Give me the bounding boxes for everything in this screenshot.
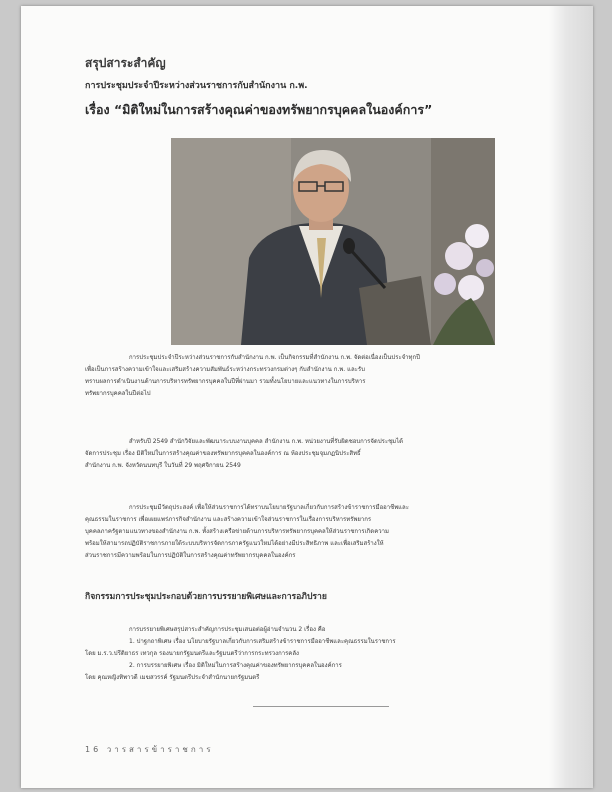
paragraph-line: 2. การบรรยายพิเศษ เรื่อง มิติใหม่ในการสร้างคุณค่าของทรัพยากรบุคคลในองค์การ: [129, 662, 342, 669]
speaker-photo: [171, 138, 495, 345]
meeting-subheading: การประชุมประจำปีระหว่างส่วนราชการกับสำนักงาน ก.พ.: [85, 81, 308, 91]
paragraph-objectives: [85, 502, 555, 562]
summary-heading: สรุปสาระสำคัญ: [85, 56, 166, 70]
paragraph-line: สำหรับปี 2549 สำนักวิจัยและพัฒนาระบบงานบุคคล สำนักงาน ก.พ. หน่วยงานที่รับผิดชอบการจัดประชุมได้: [129, 438, 404, 445]
page-footer: 16 วารสารข้าราชการ: [85, 745, 214, 754]
paragraph-line: บุคคลภาครัฐตามแนวทางของสำนักงาน ก.พ. ทั้งสร้างเครือข่ายด้านการบริหารทรัพยากรบุคคลให้ส่วนราชการเกิดความ: [85, 528, 389, 535]
paragraph-intro: [85, 352, 555, 400]
paragraph-line: สำนักงาน ก.พ. จังหวัดนนทบุรี ในวันที่ 29 พฤศจิกายน 2549: [85, 462, 241, 469]
document-page: [21, 6, 593, 788]
paragraph-line: โดย ม.ร.ว.ปรีดิยาธร เทวกุล รองนายกรัฐมนตรีและรัฐมนตรีว่าการกระทรวงการคลัง: [85, 650, 299, 657]
paragraph-line: การประชุมมีวัตถุประสงค์ เพื่อให้ส่วนราชการได้ทราบนโยบายรัฐบาลเกี่ยวกับการสร้างข้าราชการมืออาชีพและ: [129, 504, 409, 511]
paragraph-line: ทราบผลการดำเนินงานด้านการบริหารทรัพยากรบุคคลในปีที่ผ่านมา รวมทั้งนโยบายและแนวทางในการบริหาร: [85, 378, 366, 385]
activities-heading: กิจกรรมการประชุมประกอบด้วยการบรรยายพิเศษและการอภิปราย: [85, 592, 327, 602]
paragraph-line: โดย คุณหญิงทิพาวดี เมฆสวรรค์ รัฐมนตรีประจำสำนักนายกรัฐมนตรี: [85, 674, 260, 681]
paragraph-line: เพื่อเป็นการสร้างความเข้าใจและเสริมสร้างความสัมพันธ์ระหว่างกระทรวงกรมต่างๆ กับสำนักงาน ก.พ. และรับ: [85, 366, 365, 373]
paragraph-activities: [85, 624, 555, 684]
page-edge-shading: [549, 6, 593, 788]
paragraph-line: ส่วนราชการมีความพร้อมในการปฏิบัติในการสร้างคุณค่าทรัพยากรบุคคลในองค์กร: [85, 552, 296, 559]
paragraph-line: จัดการประชุม เรื่อง มิติใหม่ในการสร้างคุณค่าของทรัพยากรบุคคลในองค์การ ณ ห้องประชุมจุมภฏนิประสิทธิ์: [85, 450, 361, 457]
paragraph-line: พร้อมให้สามารถปฏิบัติราชการภายใต้ระบบบริหารจัดการภาครัฐแนวใหม่ได้อย่างมีประสิทธิภาพ และเพื่อเสริมสร้างให้: [85, 540, 384, 547]
paragraph-line: คุณธรรมในราชการ เพื่อเผยแพร่ภารกิจสำนักงาน และสร้างความเข้าใจส่วนราชการในเรื่องการบริหารทรัพยากร: [85, 516, 372, 523]
paragraph-line: ทรัพยากรบุคคลในปีต่อไป: [85, 390, 151, 397]
topic-title: เรื่อง “มิติใหม่ในการสร้างคุณค่าของทรัพยากรบุคคลในองค์การ”: [85, 102, 433, 117]
paragraph-line: การบรรยายพิเศษสรุปสาระสำคัญการประชุมเสนอต่อผู้อ่านจำนวน 2 เรื่อง คือ: [129, 626, 326, 633]
paragraph-year: [85, 436, 555, 472]
paragraph-line: การประชุมประจำปีระหว่างส่วนราชการกับสำนักงาน ก.พ. เป็นกิจกรรมที่สำนักงาน ก.พ. จัดต่อเนื่องเป็นประจำทุกปี: [129, 354, 420, 361]
divider-line: [253, 706, 389, 707]
paragraph-line: 1. ปาฐกถาพิเศษ เรื่อง นโยบายรัฐบาลเกี่ยวกับการเสริมสร้างข้าราชการมืออาชีพและคุณธรรมในราชการ: [129, 638, 396, 645]
